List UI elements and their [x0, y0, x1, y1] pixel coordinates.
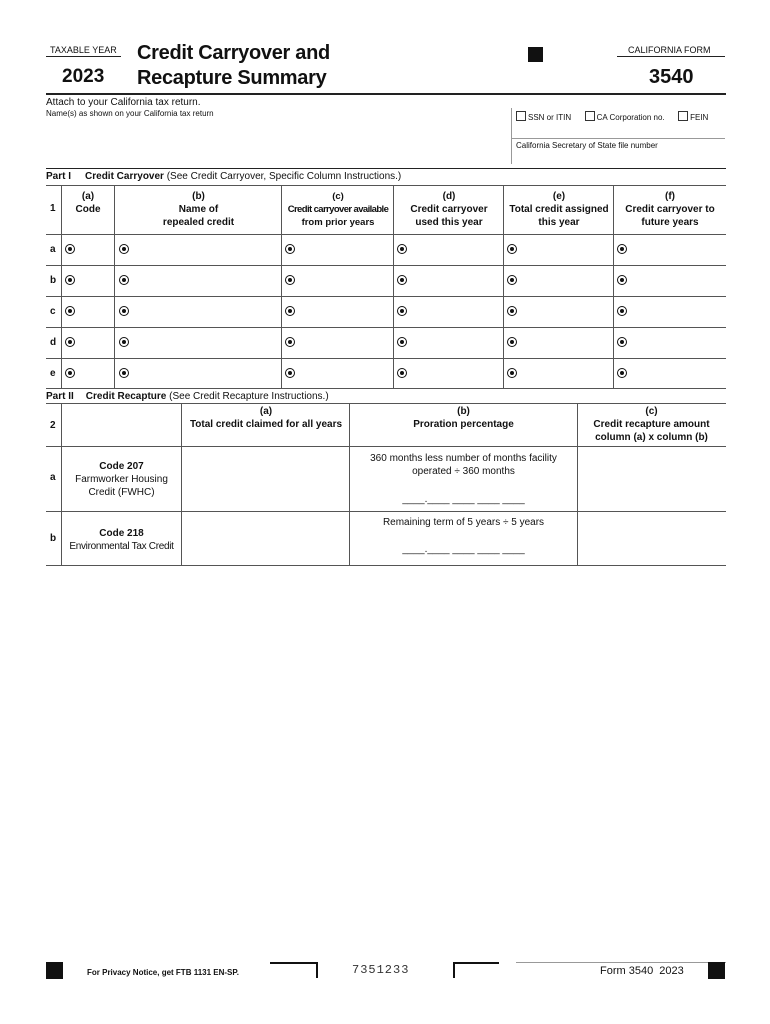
- proration-text-2: operated ÷ 360 months: [412, 466, 515, 477]
- etc-line1: Environmental Tax Credit: [69, 541, 174, 552]
- p2-col-c-header: [577, 405, 726, 444]
- col-letter: (b): [192, 191, 205, 202]
- col-title: Credit carryover available: [287, 204, 389, 215]
- part1-note: (See Credit Carryover, Specific Column Instructions.): [166, 171, 402, 182]
- col-title: Total credit claimed for all years: [189, 419, 343, 430]
- row-c-total-assigned-field[interactable]: [507, 306, 517, 316]
- row-b-total-assigned-field[interactable]: [507, 275, 517, 285]
- names-field[interactable]: [46, 119, 511, 139]
- p2-row-label-b: b: [50, 533, 57, 544]
- divider: [46, 296, 726, 297]
- part2-title: Credit Recapture: [85, 391, 167, 402]
- part1-rule: [46, 168, 726, 169]
- col-title: Credit carryover: [410, 204, 488, 215]
- row-a-carryover-available-field[interactable]: [285, 244, 295, 254]
- p2-row-a-recapture-field[interactable]: [578, 447, 726, 511]
- p2-row-a-proration-field[interactable]: ____.____ ____ ____ ____: [402, 494, 525, 505]
- code-218: Code 218: [99, 528, 144, 539]
- row-e-carryover-future-field[interactable]: [617, 368, 627, 378]
- p2-row-label-a: a: [50, 472, 56, 483]
- corner-mark-right: [453, 962, 499, 978]
- fein-checkbox[interactable]: [678, 111, 688, 121]
- col-subtitle: this year: [538, 217, 580, 228]
- col-a-header: [62, 190, 114, 216]
- row-e-carryover-available-field[interactable]: [285, 368, 295, 378]
- col-letter: (c): [645, 406, 658, 417]
- col-title: Name of: [178, 204, 219, 215]
- p2-row-b-description: [62, 527, 181, 553]
- row-a-total-assigned-field[interactable]: [507, 244, 517, 254]
- col-letter: (e): [552, 191, 566, 202]
- row-c-carryover-available-field[interactable]: [285, 306, 295, 316]
- row-d-total-assigned-field[interactable]: [507, 337, 517, 347]
- part1-title: Credit Carryover: [85, 171, 164, 182]
- divider: [349, 403, 350, 565]
- col-subtitle: repealed credit: [162, 217, 235, 228]
- divider: [46, 565, 726, 566]
- row-b-carryover-future-field[interactable]: [617, 275, 627, 285]
- p2-row-a-proration: [350, 452, 577, 478]
- row-e-code-field[interactable]: [65, 368, 75, 378]
- form-title-line2: Recapture Summary: [137, 67, 327, 89]
- part2-heading: [46, 391, 329, 402]
- col-subtitle: from prior years: [301, 217, 375, 228]
- col-title: Code: [75, 204, 101, 215]
- fwhc-line1: Farmworker Housing: [75, 474, 168, 485]
- col-title: Credit recapture amount: [593, 419, 710, 430]
- col-e-header: [504, 190, 614, 229]
- form-title-line1: Credit Carryover and: [137, 42, 330, 64]
- row-b-carryover-available-field[interactable]: [285, 275, 295, 285]
- divider: [617, 56, 725, 57]
- barcode-number: 7351233: [352, 963, 410, 977]
- row-label-b: b: [50, 275, 57, 286]
- divider: [516, 962, 726, 963]
- divider: [46, 265, 726, 266]
- names-label: Name(s) as shown on your California tax return: [46, 109, 214, 118]
- row-b-name-field[interactable]: [119, 275, 129, 285]
- row-c-code-field[interactable]: [65, 306, 75, 316]
- row-d-carryover-used-field[interactable]: [397, 337, 407, 347]
- ca-corp-checkbox[interactable]: [585, 111, 595, 121]
- col-letter: (d): [442, 191, 456, 202]
- part2-note: (See Credit Recapture Instructions.): [169, 391, 329, 402]
- registration-mark: [528, 47, 543, 62]
- row-c-carryover-future-field[interactable]: [617, 306, 627, 316]
- p2-col-a-header: [182, 405, 350, 431]
- tax-year: 2023: [62, 66, 105, 87]
- row-label-a: a: [50, 244, 56, 255]
- form-id-footer: Form 3540 2023: [600, 965, 684, 977]
- divider: [511, 108, 512, 164]
- ca-corp-label: CA Corporation no.: [596, 113, 665, 122]
- col-b-header: [115, 190, 282, 229]
- col-letter: (b): [457, 406, 470, 417]
- taxable-year-label: TAXABLE YEAR: [50, 45, 117, 55]
- corner-mark-left: [270, 962, 318, 978]
- row-label-d: d: [50, 337, 57, 348]
- col-title: Total credit assigned: [509, 204, 609, 215]
- ssn-checkbox[interactable]: [516, 111, 526, 121]
- code-207: Code 207: [99, 461, 144, 472]
- attach-instruction: Attach to your California tax return.: [46, 97, 201, 108]
- row-d-code-field[interactable]: [65, 337, 75, 347]
- line-2-number: 2: [50, 420, 56, 431]
- col-subtitle: column (a) x column (b): [595, 432, 708, 443]
- california-form-label: CALIFORNIA FORM: [628, 45, 711, 55]
- proration-text-1: 360 months less number of months facility: [370, 453, 557, 464]
- privacy-notice: For Privacy Notice, get FTB 1131 EN-SP.: [87, 968, 239, 977]
- col-c-header: [282, 190, 394, 229]
- p2-row-b-recapture-field[interactable]: [578, 512, 726, 565]
- row-a-carryover-used-field[interactable]: [397, 244, 407, 254]
- fein-label: FEIN: [690, 113, 709, 122]
- row-b-code-field[interactable]: [65, 275, 75, 285]
- col-subtitle: used this year: [415, 217, 483, 228]
- row-c-carryover-used-field[interactable]: [397, 306, 407, 316]
- sos-file-label: California Secretary of State file number: [516, 141, 658, 150]
- divider: [46, 327, 726, 328]
- part2-label: Part II: [46, 391, 74, 402]
- registration-mark: [708, 962, 725, 979]
- col-f-header: [614, 190, 726, 229]
- divider: [46, 358, 726, 359]
- ssn-label: SSN or ITIN: [528, 113, 572, 122]
- divider: [46, 56, 121, 57]
- row-c-name-field[interactable]: [119, 306, 129, 316]
- p2-row-a-total-credit-field[interactable]: [182, 447, 349, 511]
- col-title: Credit carryover to: [625, 204, 715, 215]
- part1-heading: [46, 171, 401, 182]
- id-number-field[interactable]: [513, 123, 725, 138]
- divider: [46, 388, 726, 389]
- col-subtitle: future years: [641, 217, 699, 228]
- p2-row-b-proration-text: Remaining term of 5 years ÷ 5 years: [382, 517, 545, 528]
- row-d-carryover-available-field[interactable]: [285, 337, 295, 347]
- col-title: Proration percentage: [413, 419, 514, 430]
- row-label-c: c: [50, 306, 56, 317]
- id-type-options: [516, 111, 708, 122]
- row-a-name-field[interactable]: [119, 244, 129, 254]
- col-letter: (f): [665, 191, 675, 202]
- divider: [46, 234, 726, 235]
- divider: [511, 138, 725, 139]
- col-letter: (a): [259, 406, 273, 417]
- row-d-name-field[interactable]: [119, 337, 129, 347]
- p2-row-b-total-credit-field[interactable]: [182, 512, 349, 565]
- row-e-carryover-used-field[interactable]: [397, 368, 407, 378]
- header-rule: [46, 93, 726, 95]
- row-d-carryover-future-field[interactable]: [617, 337, 627, 347]
- row-b-carryover-used-field[interactable]: [397, 275, 407, 285]
- row-a-code-field[interactable]: [65, 244, 75, 254]
- p2-col-b-header: [350, 405, 577, 431]
- row-a-carryover-future-field[interactable]: [617, 244, 627, 254]
- row-label-e: e: [50, 368, 56, 379]
- row-e-total-assigned-field[interactable]: [507, 368, 517, 378]
- part1-header-rule: [46, 185, 726, 186]
- col-letter: (a): [81, 191, 95, 202]
- fwhc-line2: Credit (FWHC): [88, 487, 155, 498]
- row-e-name-field[interactable]: [119, 368, 129, 378]
- part1-label: Part I: [46, 171, 72, 182]
- line-1-number: 1: [50, 203, 56, 214]
- registration-mark: [46, 962, 63, 979]
- col-d-header: [394, 190, 504, 229]
- p2-row-a-description: [62, 460, 181, 499]
- sos-file-field[interactable]: [513, 151, 725, 165]
- p2-row-b-proration-field[interactable]: ____.____ ____ ____ ____: [402, 544, 525, 555]
- divider: [46, 403, 726, 404]
- col-letter: (c): [332, 191, 344, 202]
- form-number: 3540: [649, 66, 694, 88]
